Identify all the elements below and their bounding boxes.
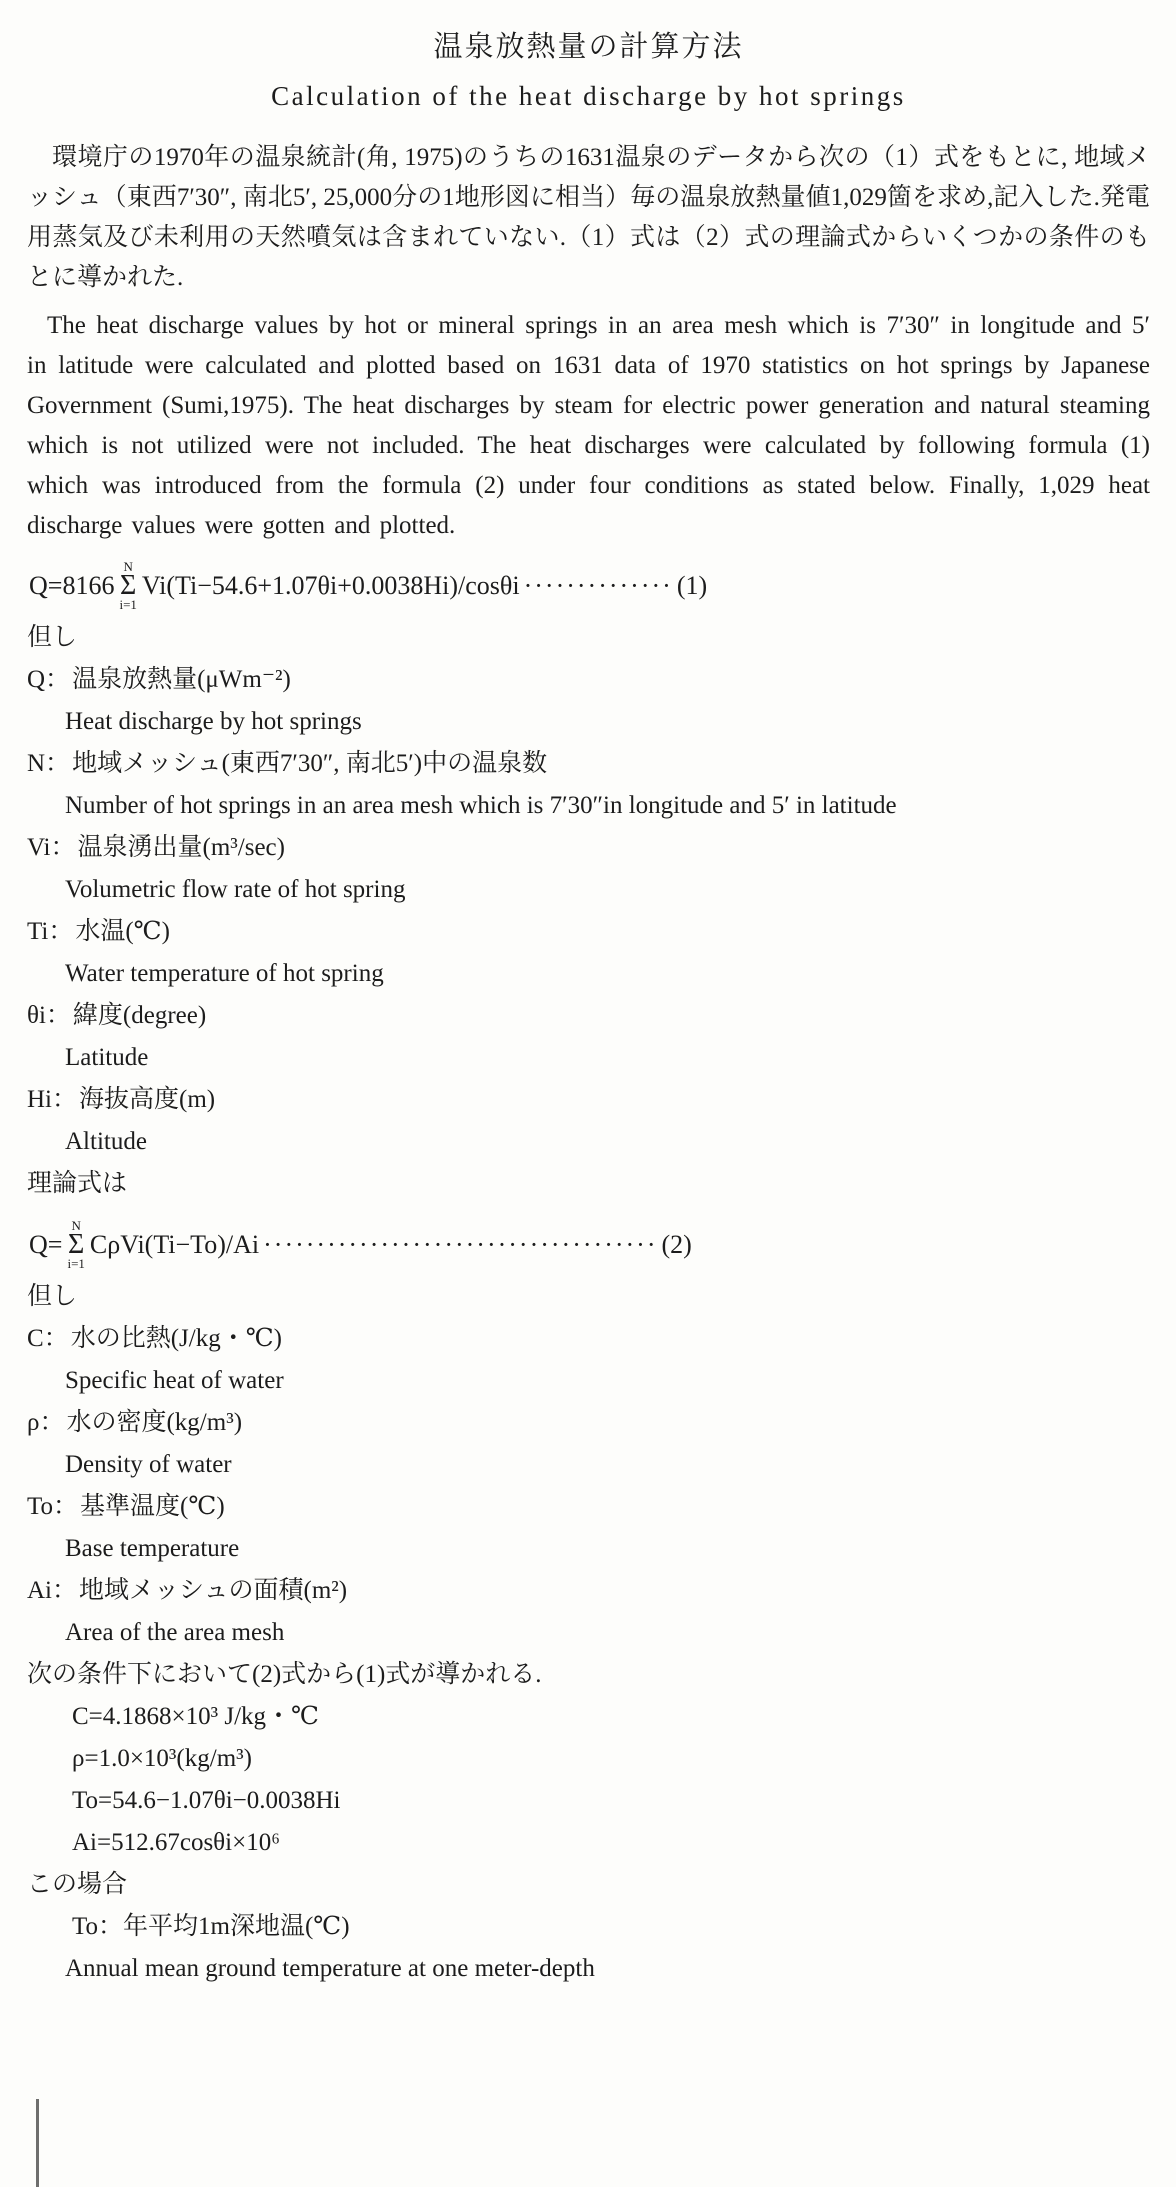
formula-2-number: (2) — [661, 1229, 692, 1259]
definition-theta-english: Latitude — [65, 1044, 149, 1072]
title-japanese: 温泉放熱量の計算方法 — [433, 31, 744, 63]
definition-Q-english: Heat discharge by hot springs — [65, 708, 362, 736]
symbol-theta-i: θi： — [27, 1002, 71, 1030]
symbol-Vi: Vi： — [27, 834, 76, 862]
symbol-Ai: Ai： — [27, 1577, 78, 1605]
case-intro: この場合 — [27, 1871, 128, 1899]
formula-2-body: CρVi(Ti−To)/Ai — [89, 1229, 260, 1259]
title-english: Calculation of the heat discharge by hot springs — [271, 81, 906, 111]
sigma-icon: Σ — [120, 570, 137, 601]
definition-Q-japanese — [27, 659, 1150, 701]
definition-Hi-text: 海抜高度(m) — [79, 1086, 216, 1114]
case-To-english: Annual mean ground temperature at one meter-depth — [65, 1955, 595, 1983]
definition-To-text: 基準温度(℃) — [80, 1493, 225, 1521]
tadashi-label-2: 但し — [27, 1283, 78, 1311]
definition-Hi-english: Altitude — [65, 1128, 147, 1156]
formula-2 — [27, 1219, 1150, 1270]
definition-N-text: 地域メッシュ(東西7′30″, 南北5′)中の温泉数 — [72, 750, 548, 778]
definition-Ti-english: Water temperature of hot spring — [65, 960, 384, 988]
condition-C: C=4.1868×10³ J/kg・℃ — [72, 1703, 320, 1731]
formula-1-leader-dots: ·············· — [523, 570, 673, 600]
formula-2-lhs: Q= — [29, 1229, 63, 1259]
condition-rho: ρ=1.0×10³(kg/m³) — [72, 1745, 252, 1773]
formula-1 — [27, 560, 1150, 611]
conditions-intro: 次の条件下において(2)式から(1)式が導かれる. — [27, 1661, 542, 1689]
formula-1-lhs: Q=8166 — [29, 570, 115, 600]
symbol-Q: Q： — [27, 666, 71, 694]
definition-To-english: Base temperature — [65, 1535, 240, 1563]
definition-rho-text: 水の密度(kg/m³) — [66, 1409, 243, 1437]
summation-symbol — [67, 1219, 84, 1270]
definition-theta-text: 緯度(degree) — [72, 1002, 207, 1030]
definition-N-japanese — [27, 743, 1150, 785]
definition-Hi-japanese — [27, 1079, 1150, 1121]
case-To-japanese: To：年平均1m深地温(℃) — [72, 1913, 350, 1941]
definition-Vi-text: 温泉湧出量(m³/sec) — [77, 834, 285, 862]
summation-upper-limit: N — [123, 559, 133, 574]
symbol-Ti: Ti： — [27, 918, 74, 946]
definition-theta-japanese — [27, 995, 1150, 1037]
definition-Ti-text: 水温(℃) — [75, 918, 170, 946]
sigma-icon: Σ — [68, 1229, 85, 1261]
symbol-Hi: Hi： — [27, 1086, 78, 1114]
definition-rho-english: Density of water — [65, 1451, 232, 1479]
definition-Vi-japanese — [27, 827, 1150, 869]
definition-Vi-english: Volumetric flow rate of hot spring — [65, 876, 406, 904]
definition-rho-japanese — [27, 1402, 1150, 1444]
definition-C-english: Specific heat of water — [65, 1367, 284, 1395]
definition-Q-text: 温泉放熱量(μWm⁻²) — [72, 666, 291, 694]
formula-1-body: Vi(Ti−54.6+1.07θi+0.0038Hi)/cosθi — [141, 570, 520, 600]
scan-edge-artifact — [36, 2099, 39, 2187]
theoretical-formula-intro: 理論式は — [27, 1170, 128, 1198]
abstract-japanese: 環境庁の1970年の温泉統計(角, 1975)のうちの1631温泉のデータから次の（1）式をもとに, 地域メッシュ（東西7′30″, 南北5′, 25,000分の1地形図に相当）毎の温泉放熱量値1,029箇を求め,記入した.発電用蒸気及び未利用の天然噴気は含まれていない.（1）式は（2）式の理論式からいくつかの条件のもとに導かれた. — [27, 144, 1150, 291]
formula-2-leader-dots: ····································· — [263, 1229, 658, 1259]
definition-Ai-text: 地域メッシュの面積(m²) — [79, 1577, 348, 1605]
summation-lower-limit: i=1 — [119, 597, 137, 613]
tadashi-label-1: 但し — [27, 624, 78, 652]
definition-N-english: Number of hot springs in an area mesh which is 7′30″in longitude and 5′ in latitude — [65, 792, 897, 820]
definition-Ai-english: Area of the area mesh — [65, 1619, 285, 1647]
definition-C-text: 水の比熱(J/kg・℃) — [70, 1325, 282, 1353]
abstract-english: The heat discharge values by hot or mineral springs in an area mesh which is 7′30″ in longitude and 5′ in latitude were calculated and plotted based on 1631 data of 1970 statistics on hot springs by Japanese Government (Sumi,1975). The heat discharges by steam for electric power generation and natural steaming which is not utilized were not included. The heat discharges were calculated by following formula (1) which was introduced from the formula (2) under four conditions as stated below. Finally, 1,029 heat discharge values were gotten and plotted. — [27, 312, 1150, 539]
summation-upper-limit: N — [71, 1218, 81, 1234]
condition-Ai: Ai=512.67cosθi×10⁶ — [72, 1829, 280, 1857]
symbol-C: C： — [27, 1325, 69, 1353]
definition-To-japanese — [27, 1486, 1150, 1528]
definition-C-japanese — [27, 1318, 1150, 1360]
definition-Ti-japanese — [27, 911, 1150, 953]
condition-To: To=54.6−1.07θi−0.0038Hi — [72, 1787, 341, 1815]
summation-symbol — [119, 560, 136, 611]
symbol-To: To： — [27, 1493, 79, 1521]
symbol-N: N： — [27, 750, 71, 778]
symbol-rho: ρ： — [27, 1409, 65, 1437]
definition-Ai-japanese — [27, 1570, 1150, 1612]
summation-lower-limit: i=1 — [67, 1256, 85, 1272]
formula-1-number: (1) — [676, 570, 708, 600]
